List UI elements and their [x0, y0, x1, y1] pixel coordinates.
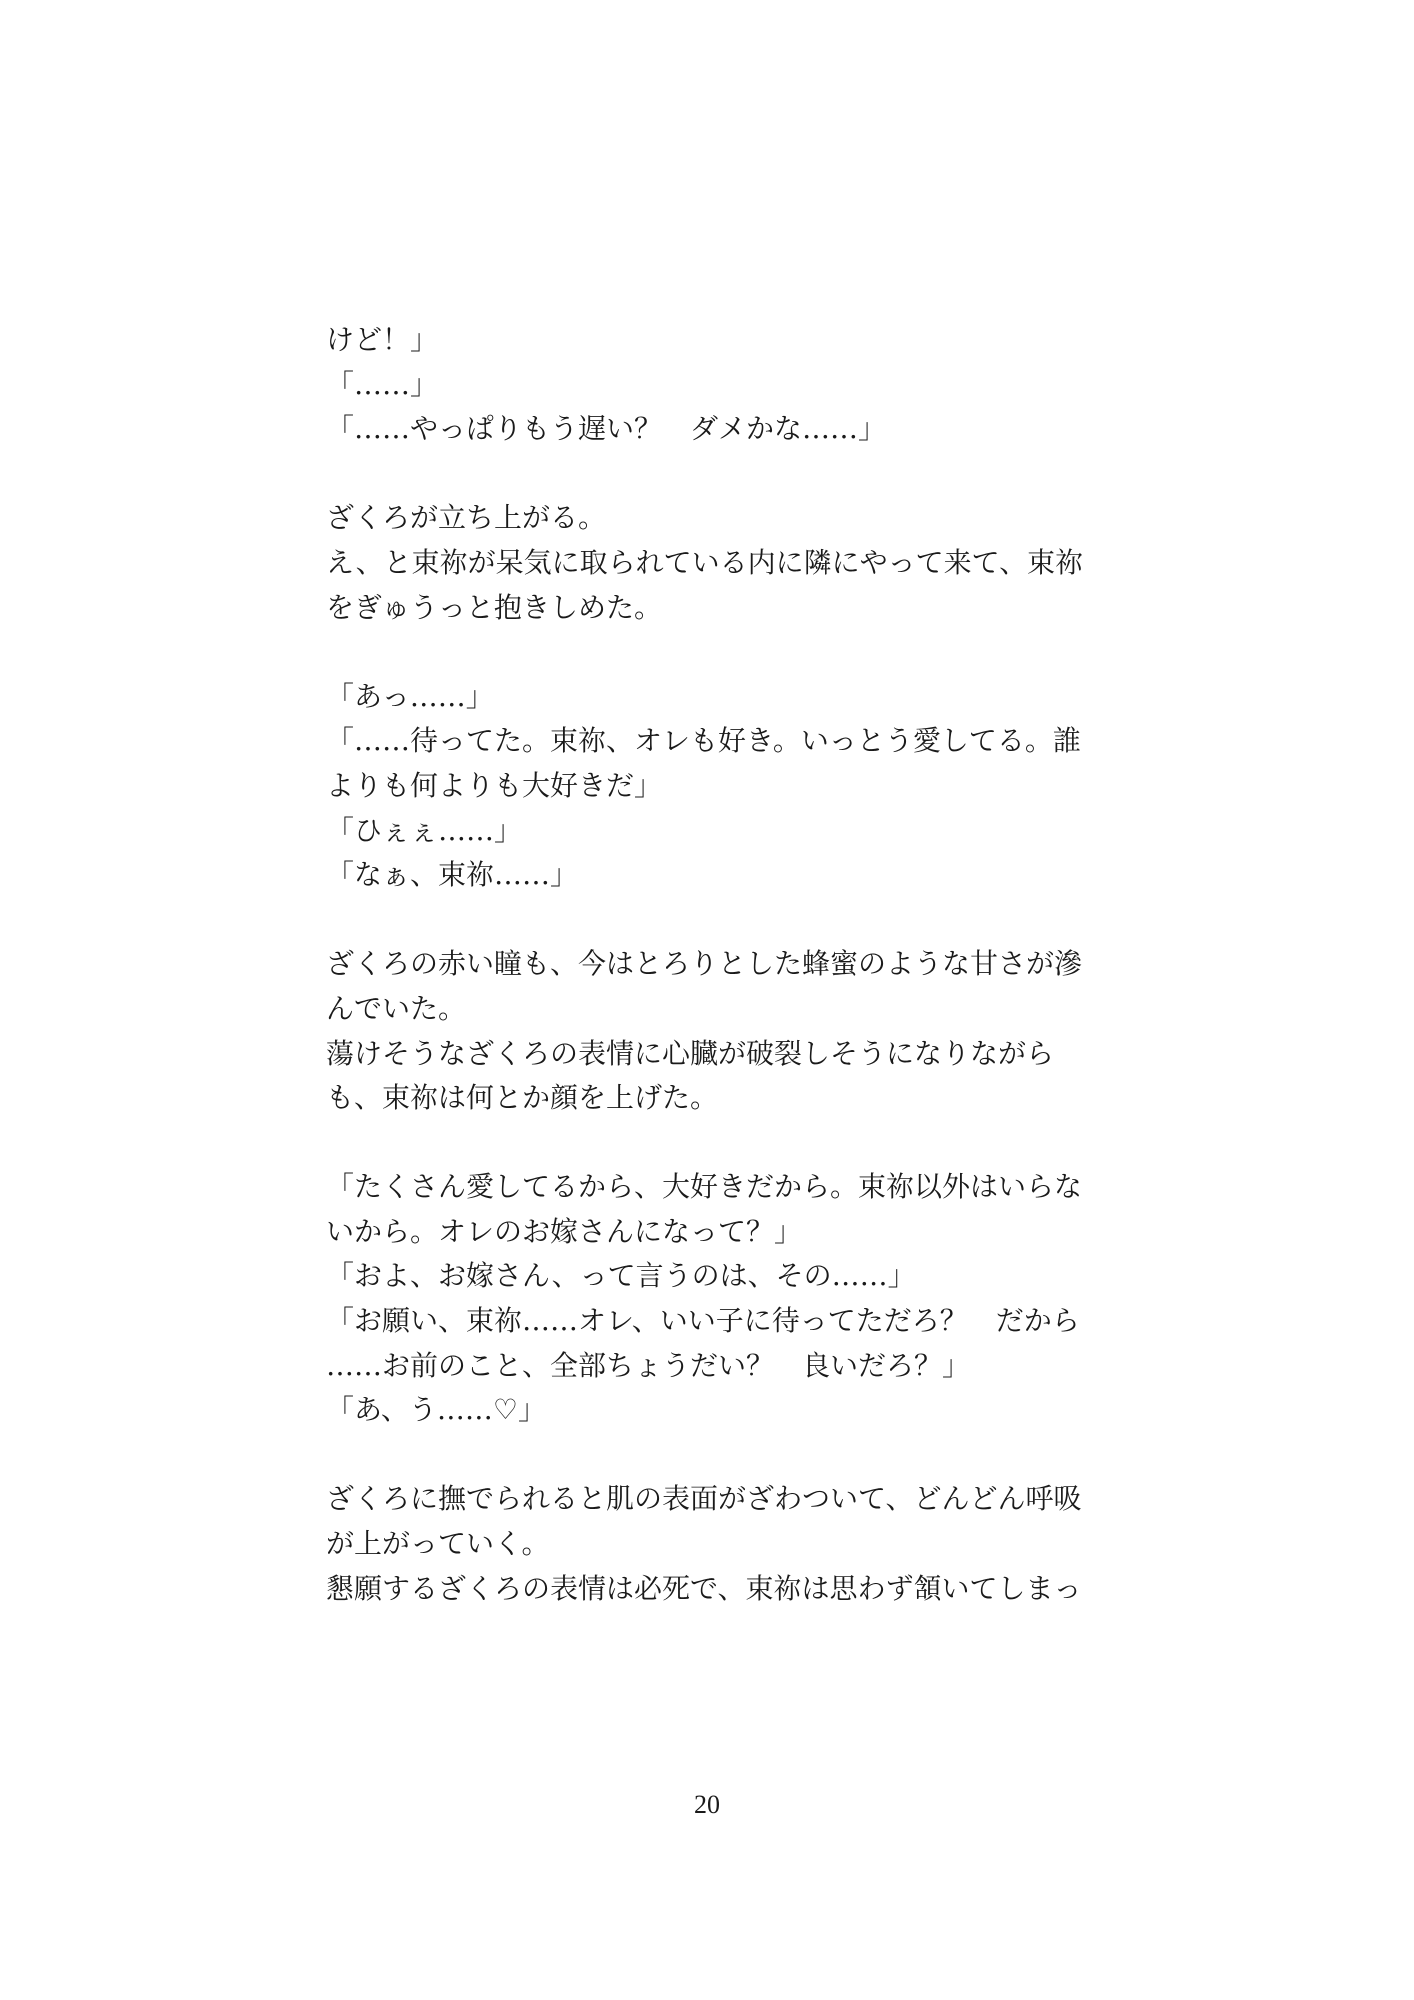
paragraph-break — [326, 452, 1106, 497]
text-line: 「……」 — [326, 367, 439, 401]
page-number: 20 — [694, 1790, 720, 1819]
text-line: 「……待ってた。束祢、オレも好き。いっとう愛してる。誰 — [326, 724, 1081, 758]
text-line: 「あ、う……♡」 — [326, 1393, 546, 1427]
text-line: 懇願するざくろの表情は必死で、束祢は思わず頷いてしまっ — [326, 1571, 1082, 1605]
text-line: 「お願い、束祢……オレ、いい子に待ってただろ？ だから — [326, 1304, 1080, 1338]
paragraph-break — [326, 1121, 1106, 1166]
paragraph-break — [326, 1433, 1106, 1478]
text-line: も、束祢は何とか顔を上げた。 — [326, 1081, 719, 1115]
text-line: 「およ、お嫁さん、って言うのは、その……」 — [326, 1259, 916, 1293]
text-line: よりも何よりも大好きだ」 — [326, 768, 663, 802]
text-line: ざくろが立ち上がる。 — [326, 501, 607, 535]
text-line: 「ひぇぇ……」 — [326, 813, 523, 847]
paragraph-break — [326, 898, 1106, 943]
text-line: 「あっ……」 — [326, 679, 494, 713]
text-line: んでいた。 — [326, 991, 467, 1025]
paragraph-break — [326, 630, 1106, 675]
body-text — [326, 318, 1106, 1611]
text-line: をぎゅうっと抱きしめた。 — [326, 590, 663, 624]
text-line: 「なぁ、束祢……」 — [326, 858, 579, 892]
text-line: いから。オレのお嫁さんになって？」 — [326, 1214, 803, 1248]
text-line: ざくろに撫でられると肌の表面がざわついて、どんどん呼吸 — [326, 1482, 1082, 1516]
text-line: ざくろの赤い瞳も、今はとろりとした蜂蜜のような甘さが滲 — [326, 947, 1083, 981]
text-line: けど！」 — [326, 323, 439, 356]
text-line: え、と束祢が呆気に取られている内に隣にやって来て、束祢 — [326, 545, 1084, 579]
text-line: 「……やっぱりもう遅い？ ダメかな……」 — [326, 412, 887, 446]
text-line: 「たくさん愛してるから、大好きだから。束祢以外はいらな — [326, 1170, 1083, 1204]
text-line: ……お前のこと、全部ちょうだい？ 良いだろ？」 — [326, 1348, 971, 1382]
text-line: が上がっていく。 — [326, 1527, 550, 1561]
text-line: 蕩けそうなざくろの表情に心臓が破裂しそうになりながら — [326, 1036, 1055, 1070]
